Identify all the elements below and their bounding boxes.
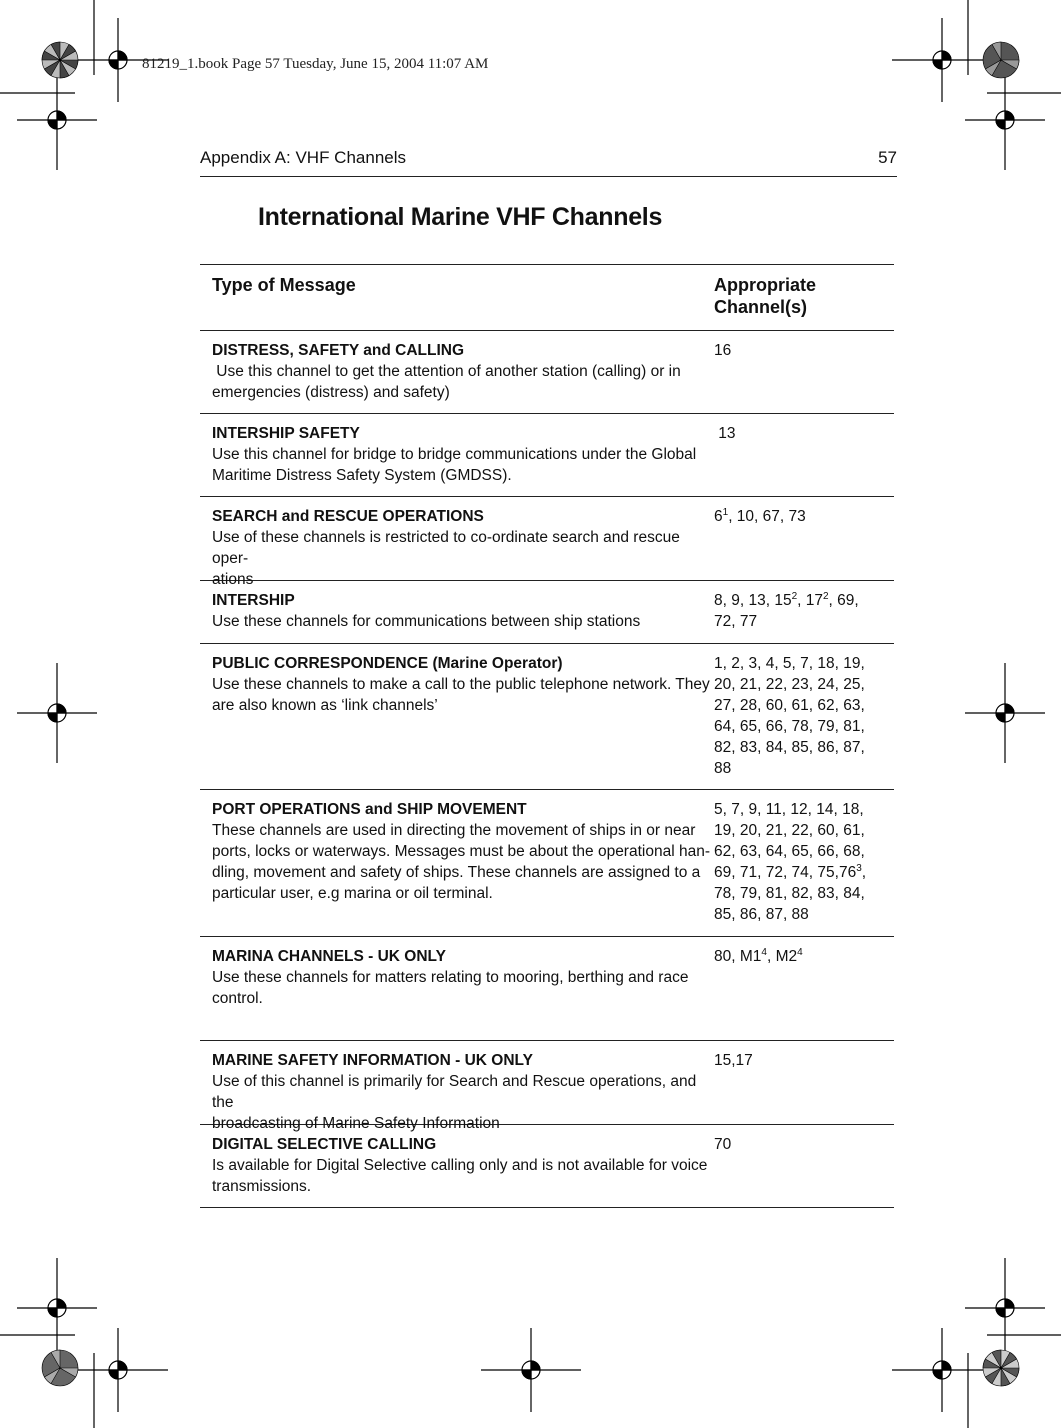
column-header-channels-line: Appropriate: [714, 275, 817, 295]
table-row: [200, 581, 894, 644]
message-description: Use these channels to make a call to the public telephone network. They: [212, 676, 710, 693]
footnote-marker: 1: [722, 506, 729, 518]
message-title: PUBLIC CORRESPONDENCE (Marine Operator): [212, 655, 563, 672]
message-cell: [200, 590, 714, 643]
channels-cell: [714, 799, 894, 936]
channels-cell: [714, 1050, 894, 1124]
channels-value: 19, 20, 21, 22, 60, 61,: [714, 822, 865, 839]
channels-value: 27, 28, 60, 61, 62, 63,: [714, 697, 865, 714]
channel-number: 69, 71, 72, 74, 75,76: [714, 864, 857, 881]
message-description: These channels are used in directing the movement of ships in or near: [212, 822, 696, 839]
footnote-marker: 4: [761, 946, 767, 958]
table-row: [200, 937, 894, 1041]
footnote-marker: 2: [791, 590, 798, 602]
message-description: dling, movement and safety of ships. These channels are assigned to a: [212, 864, 701, 881]
print-info: 81219_1.book Page 57 Tuesday, June 15, 2004 11:07 AM: [142, 56, 489, 72]
channels-value: 16: [714, 342, 732, 359]
table-row: [200, 497, 894, 588]
column-header-channels-line: Channel(s): [714, 297, 808, 317]
message-description: Use these channels for communications between ship stations: [212, 613, 641, 630]
message-title: SEARCH and RESCUE OPERATIONS: [212, 508, 484, 525]
message-cell: [200, 423, 714, 496]
table-row: [200, 644, 894, 790]
channels-value: [714, 506, 886, 527]
footnote-marker: 4: [797, 946, 803, 958]
message-title: DIGITAL SELECTIVE CALLING: [212, 1136, 437, 1153]
channels-cell: [714, 653, 894, 789]
message-description: control.: [212, 990, 263, 1007]
channel-number: , 69,: [828, 592, 859, 609]
channels-value: 88: [714, 760, 732, 777]
channels-value: 20, 21, 22, 23, 24, 25,: [714, 676, 865, 693]
message-description: Use this channel for bridge to bridge communications under the Global: [212, 446, 697, 463]
channels-value: 72, 77: [714, 613, 758, 630]
footnote-marker: 2: [822, 590, 829, 602]
message-cell: [200, 506, 714, 588]
message-cell: [200, 653, 714, 789]
channel-number: , 17: [797, 592, 823, 609]
channel-number: 8, 9, 13, 15: [714, 592, 792, 609]
vhf-channel-table: [200, 264, 894, 1208]
channels-value: [714, 946, 886, 967]
running-header: [200, 148, 897, 177]
message-description: broadcasting of Marine Safety Information: [212, 1115, 500, 1132]
channel-number: ,: [861, 864, 867, 881]
message-title: INTERSHIP SAFETY: [212, 425, 360, 442]
channels-value: 15,17: [714, 1052, 753, 1069]
message-cell: [200, 1134, 714, 1207]
message-description: Is available for Digital Selective calling only and is not available for voice: [212, 1157, 708, 1174]
column-header-channels: [714, 265, 894, 330]
footnote-marker: 3: [856, 862, 862, 874]
column-header-message: Type of Message: [212, 275, 356, 295]
channels-cell: [714, 506, 894, 580]
channels-value: 64, 65, 66, 78, 79, 81,: [714, 718, 865, 735]
channels-value: 62, 63, 64, 65, 66, 68,: [714, 843, 865, 860]
message-description: ports, locks or waterways. Messages must be about the operational han-: [212, 843, 710, 860]
message-description: Use of these channels is restricted to co-ordinate search and rescue oper-: [212, 529, 680, 567]
message-description: are also known as ‘link channels’: [212, 697, 438, 714]
message-description: Use this channel to get the attention of another station (calling) or in: [212, 363, 681, 380]
message-title: DISTRESS, SAFETY and CALLING: [212, 342, 465, 359]
channels-value: 13: [714, 425, 736, 442]
channels-value: 82, 83, 84, 85, 86, 87,: [714, 739, 865, 756]
page-title: International Marine VHF Channels: [258, 203, 663, 231]
message-description: Maritime Distress Safety System (GMDSS).: [212, 467, 512, 484]
table-row: [200, 1041, 894, 1132]
table-row: [200, 790, 894, 937]
message-description: Use of this channel is primarily for Search and Rescue operations, and the: [212, 1073, 697, 1111]
message-title: INTERSHIP: [212, 592, 295, 609]
channels-value: 5, 7, 9, 11, 12, 14, 18,: [714, 801, 864, 818]
table-row: [200, 414, 894, 497]
channels-value: [714, 590, 886, 611]
message-cell: [200, 340, 714, 413]
message-cell: [200, 946, 714, 1040]
page-number: 57: [878, 148, 897, 167]
channels-cell: [714, 946, 894, 1040]
channels-value: 70: [714, 1136, 732, 1153]
channels-cell: [714, 423, 894, 496]
channel-number: , M2: [766, 948, 798, 965]
message-cell: [200, 799, 714, 936]
table-row: [200, 331, 894, 414]
message-description: Use these channels for matters relating to mooring, berthing and race: [212, 969, 689, 986]
section-title: Appendix A: VHF Channels: [200, 148, 407, 167]
channels-cell: [714, 590, 894, 643]
channels-value: 78, 79, 81, 82, 83, 84,: [714, 885, 865, 902]
channel-number: 6: [714, 508, 723, 525]
channel-number: 80, M1: [714, 948, 762, 965]
message-description: particular user, e.g marina or oil terminal.: [212, 885, 493, 902]
message-cell: [200, 1050, 714, 1132]
channels-value: 1, 2, 3, 4, 5, 7, 18, 19,: [714, 655, 865, 672]
channels-cell: [714, 1134, 894, 1207]
message-description: transmissions.: [212, 1178, 312, 1195]
channels-value: 85, 86, 87, 88: [714, 906, 809, 923]
message-title: PORT OPERATIONS and SHIP MOVEMENT: [212, 801, 527, 818]
channels-cell: [714, 340, 894, 413]
message-description: ations: [212, 571, 254, 588]
table-row: [200, 1125, 894, 1208]
table-header-row: [200, 265, 894, 331]
channel-number: , 10, 67, 73: [728, 508, 806, 525]
channels-value: [714, 862, 886, 883]
message-description: emergencies (distress) and safety): [212, 384, 450, 401]
message-title: MARINE SAFETY INFORMATION - UK ONLY: [212, 1052, 533, 1069]
message-title: MARINA CHANNELS - UK ONLY: [212, 948, 446, 965]
